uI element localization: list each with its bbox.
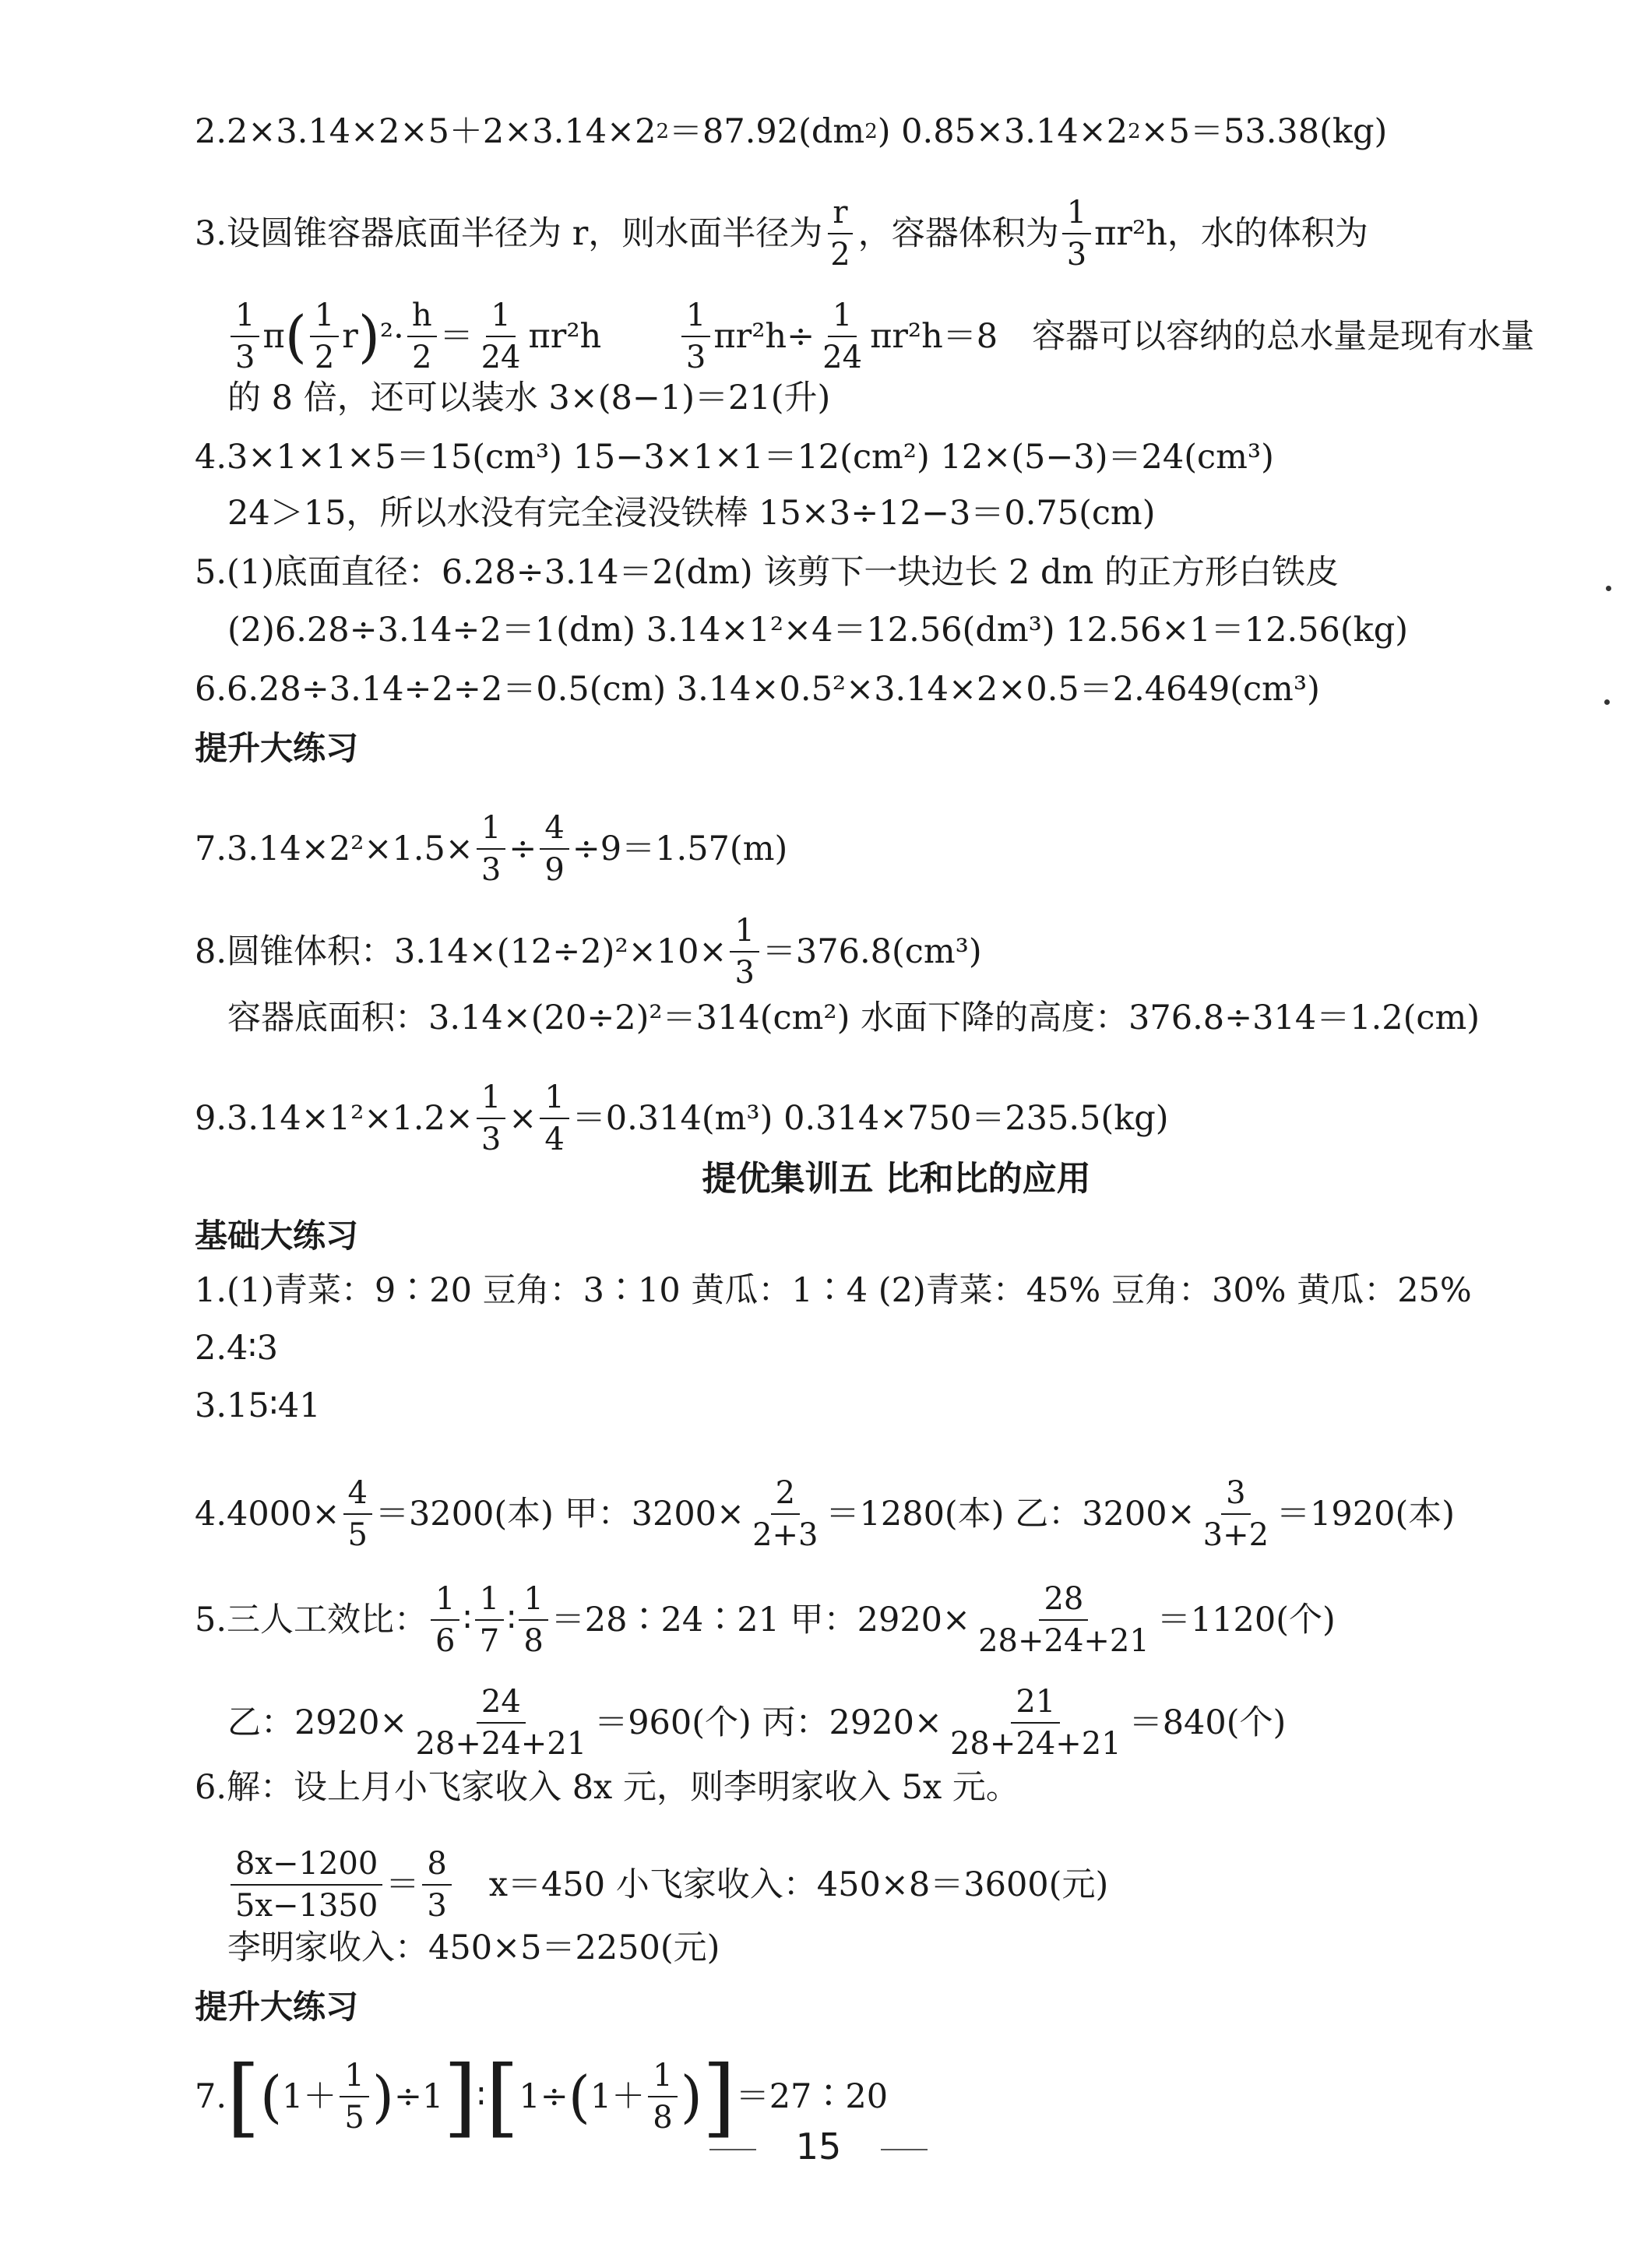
text: 1＋ [590,2077,646,2116]
answer-b6 [195,1766,1559,1808]
text: 4.3×1×1×5＝15(cm³) 15−3×1×1＝12(cm²) 12×(5−3)＝24(cm³) [195,438,1274,477]
fraction: $\frac{r}{2}$ [826,195,854,273]
text: ∶ [507,1601,516,1639]
answer-line-2: 2.2×3.14×2×5＋2×3.14×2 2 ＝87.92(dm 2 ) 0.85×3.14×2 2 ×5＝53.38(kg) [195,112,1388,151]
text: 5.三人工效比： [195,1601,428,1639]
text: ÷ [509,829,537,868]
text: ×5＝53.38(kg) [1140,112,1388,151]
fraction: $\frac{1}{3}$ [231,298,259,375]
text: 5.(1)底面直径：6.28÷3.14＝2(dm) 该剪下一块边长 2 dm 的正方形白铁皮 [195,553,1339,592]
text: π [262,317,285,356]
text: 乙：2920× [227,1703,408,1742]
text: ＝1.57(m) [621,829,788,868]
text: πr²h [528,317,644,356]
bracket-open: [ [485,2047,519,2146]
page-number: 15 [795,2125,842,2168]
text: 2.2×3.14×2×5＋2×3.14×2 [195,112,657,151]
fraction: $\frac{1}{24}$ [481,298,521,375]
text: 容器底面积：3.14×(20÷2)²＝314(cm²) 水面下降的高度：376.8÷314＝1.2(cm) [227,998,1480,1037]
text: ＝ [439,317,473,356]
fraction: $\frac{8x-1200}{5x-1350}$ [231,1846,382,1924]
answer-b4 [195,1475,1559,1553]
fraction: $\frac{21}{28+24+21}$ [949,1684,1121,1762]
text: ＝376.8(cm³) [762,932,982,971]
text: ÷1 [393,2077,444,2116]
text: 8.圆锥体积：3.14×(12÷2)²×10× [195,932,727,971]
bracket-open: [ [227,2047,260,2146]
text: (2)6.28÷3.14÷2＝1(dm) 3.14×1²×4＝12.56(dm³) 12.56×1＝12.56(kg) [227,611,1409,650]
answer-line-8b [227,997,1559,1039]
text: ＝960(个) 丙：2920× [594,1703,942,1742]
answer-b2 [195,1327,1559,1369]
answer-line-4b [227,492,1559,534]
divider [881,2149,928,2150]
text: 7. [195,2077,227,2116]
text: 李明家收入：450×5＝2250(元) [227,1928,720,1967]
fraction: $\frac{3}{3+2}$ [1202,1475,1269,1553]
answer-b5 [195,1581,1559,1659]
answer-line-9 [195,1079,1559,1157]
text: 容器可以容纳的总水量是现有水量 [1032,317,1535,356]
fraction: $\frac{1}{24}$ [822,298,863,375]
answer-b6c [227,1927,1559,1969]
bracket-close: ] [443,2047,477,2146]
page-footer [0,2125,1637,2168]
answer-b5b [227,1684,1559,1762]
answer-b6b [227,1846,1559,1924]
paren-open: ( [568,2064,590,2129]
answer-line-3-expression [227,298,1559,375]
fraction: $\frac{2}{2+3}$ [752,1475,818,1553]
fraction: $\frac{28}{28+24+21}$ [978,1581,1149,1659]
text: ∶ [463,1601,472,1639]
paren-open: ( [259,2064,283,2129]
text: ＝87.92(dm [669,112,865,151]
answer-line-5b [227,609,1559,651]
text: ＝0.314(m³) 0.314×750＝235.5(kg) [572,1099,1169,1138]
divider [709,2149,756,2150]
answer-line-8 [195,913,1559,991]
paren-close: ) [680,2064,702,2129]
text: ²· [379,317,404,356]
answer-line-3-end [227,377,1559,419]
text: ÷9 [572,829,622,868]
text: 的 8 倍，还可以装水 3×(8−1)＝21(升) [227,379,831,417]
fraction: $\frac{4}{5}$ [343,1475,372,1553]
text: ，容器体积为 [857,214,1059,253]
text: ＝28∶24∶21 甲：2920× [551,1601,971,1639]
text: 2.4∶3 [195,1329,278,1368]
text: 1＋ [282,2077,337,2116]
text: x＝450 小飞家收入：450×8＝3600(元) [488,1865,1109,1904]
fraction: $\frac{1}{7}$ [475,1581,504,1659]
text: ＝1120(个) [1156,1601,1336,1639]
fraction: $\frac{1}{4}$ [540,1079,569,1157]
fraction: $\frac{h}{2}$ [407,298,437,375]
section-heading: 提升大练习 [195,1988,359,2026]
text: 1.(1)青菜：9∶20 豆角：3∶10 黄瓜：1∶4 (2)青菜：45% 豆角：30% 黄瓜：25% [195,1271,1472,1310]
fraction: $\frac{4}{9}$ [540,810,569,888]
text: πr²h÷ [713,317,815,356]
section-heading: 基础大练习 [195,1217,359,1255]
answer-line-6 [195,668,1559,710]
paren-open: ( [284,304,307,369]
answer-line-7 [195,810,1559,888]
fraction: $\frac{1}{6}$ [431,1581,459,1659]
fraction: $\frac{1}{2}$ [310,298,339,375]
fraction: $\frac{1}{8}$ [519,1581,547,1659]
text: 9.3.14×1²×1.2× [195,1099,473,1138]
answer-b3 [195,1385,1559,1427]
text: 24＞15，所以水没有完全浸没铁棒 15×3÷12−3＝0.75(cm) [227,494,1156,533]
text: 3.15∶41 [195,1386,321,1425]
text: × [509,1099,537,1138]
answer-b1 [195,1270,1559,1312]
section-heading: 提升大练习 [195,729,359,767]
fraction: $\frac{8}{3}$ [422,1846,451,1924]
ink-dot [1606,586,1611,591]
text: 4.4000× [195,1495,340,1534]
ink-dot [1604,699,1610,705]
paren-close: ) [371,2064,394,2129]
text: 3.设圆锥容器底面半径为 r，则水面半径为 [195,214,823,253]
text: πr²h＝8 [870,317,998,356]
text: 6.解：设上月小飞家收入 8x 元，则李明家收入 5x 元。 [195,1768,1019,1807]
fraction: $\frac{1}{5}$ [340,2058,368,2136]
text: ＝1920(本) [1276,1495,1456,1534]
text: ＝1280(本) 乙：3200× [826,1495,1195,1534]
text: 6.6.28÷3.14÷2÷2＝0.5(cm) 3.14×0.5²×3.14×2×0.5＝2.4649(cm³) [195,670,1320,709]
bracket-close: ] [702,2047,736,2146]
text: ) 0.85×3.14×2 [877,112,1128,151]
page-title: 提优集训五 比和比的应用 [702,1159,1091,1199]
fraction: $\frac{1}{3}$ [477,1079,505,1157]
fraction: $\frac{1}{3}$ [1062,195,1091,273]
text: ∶ [477,2077,486,2116]
text: ＝27∶20 [735,2077,889,2116]
text: 1÷ [519,2077,569,2116]
answer-b7 [195,2047,1559,2146]
fraction: $\frac{1}{8}$ [648,2058,677,2136]
fraction: $\frac{1}{3}$ [681,298,710,375]
fraction: $\frac{24}{28+24+21}$ [415,1684,587,1762]
text: ＝840(个) [1128,1703,1287,1742]
fraction: $\frac{1}{3}$ [477,810,505,888]
text: πr²h，水的体积为 [1094,214,1368,253]
answer-line-4 [195,436,1559,478]
text: ＝3200(本) 甲：3200× [375,1495,745,1534]
fraction: $\frac{1}{3}$ [730,913,759,991]
text: 7.3.14×2²×1.5× [195,829,473,868]
answer-line-5 [195,551,1559,593]
text: ＝ [385,1865,420,1904]
paren-close: ) [357,304,380,369]
text: r [342,317,358,356]
answer-line-3 [195,195,1559,273]
